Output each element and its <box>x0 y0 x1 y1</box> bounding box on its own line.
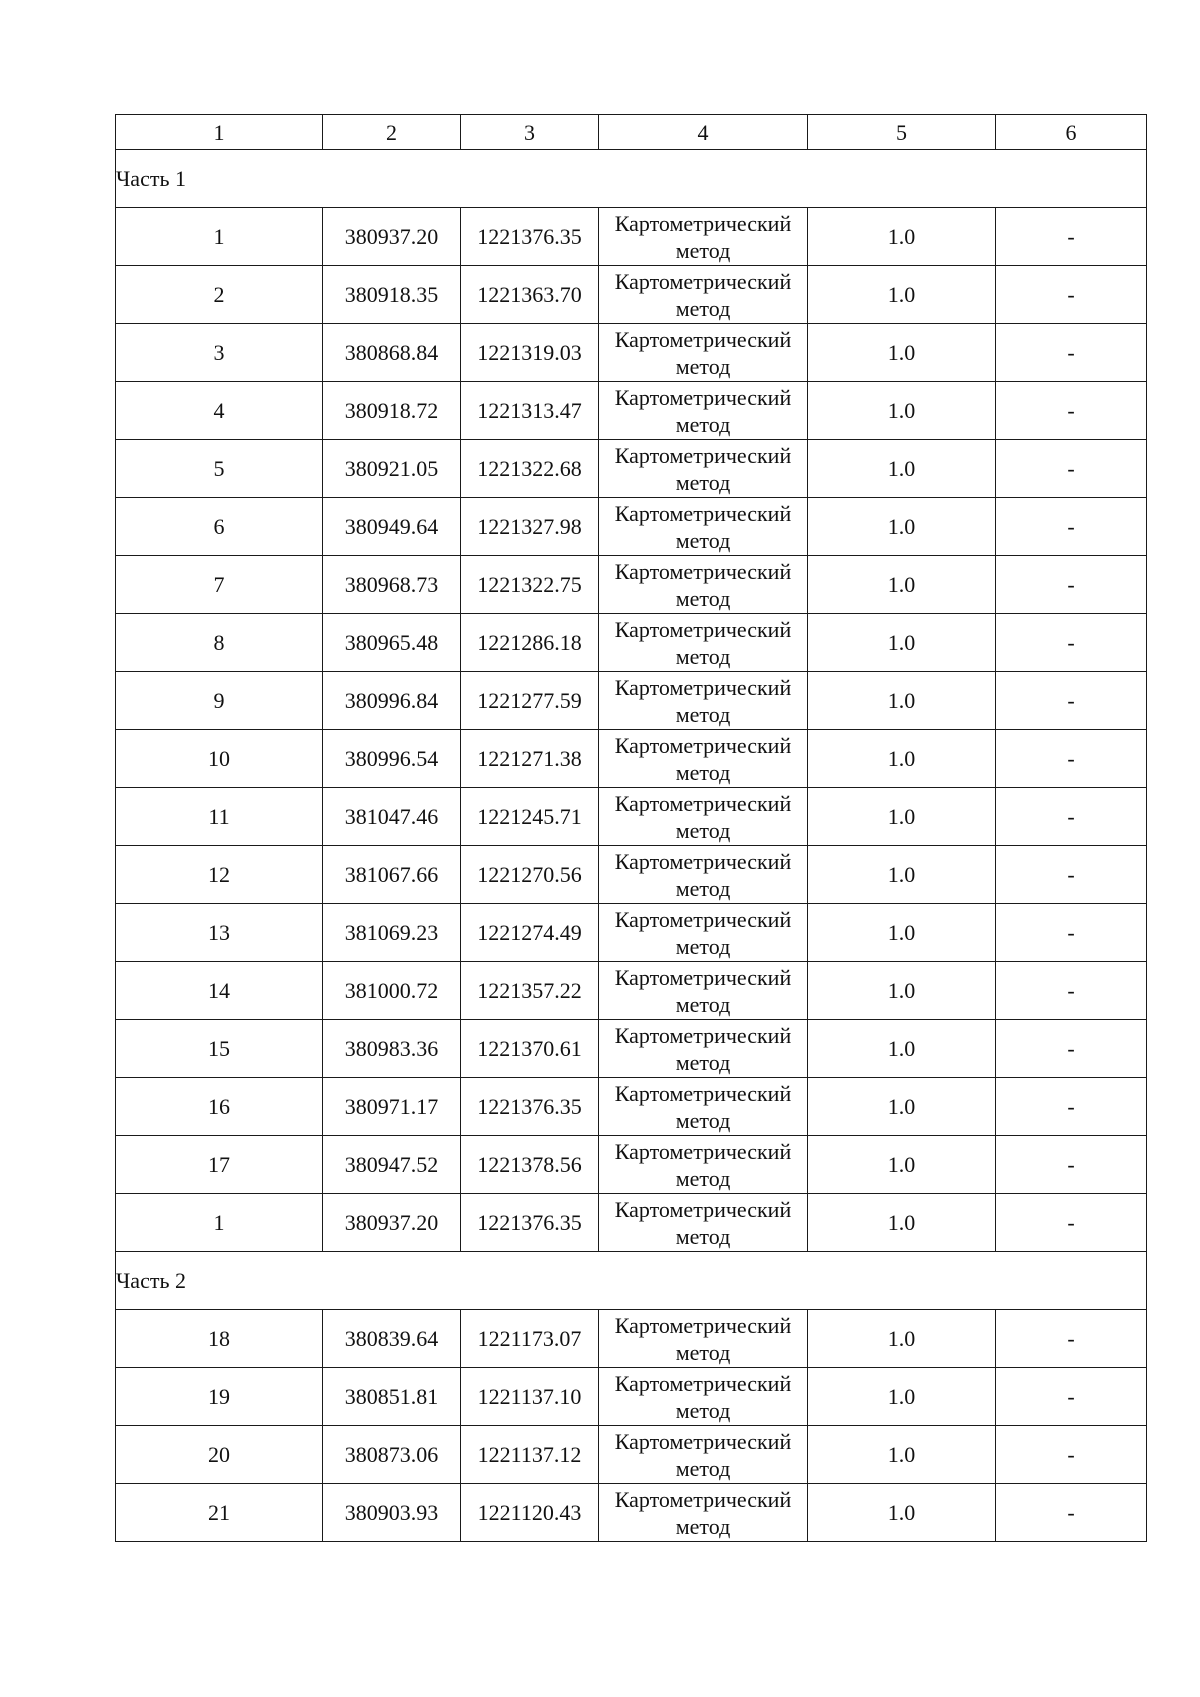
point-number-cell: 10 <box>116 730 323 788</box>
x-coordinate-cell: 380873.06 <box>323 1426 461 1484</box>
point-number-cell: 16 <box>116 1078 323 1136</box>
method-cell <box>599 556 808 614</box>
x-coordinate-cell: 380949.64 <box>323 498 461 556</box>
method-text-line2: метод <box>675 237 731 263</box>
note-cell: - <box>996 266 1147 324</box>
x-coordinate-cell: 380851.81 <box>323 1368 461 1426</box>
method-cell <box>599 1368 808 1426</box>
method-text-line1: Картометрический <box>614 500 792 526</box>
method-text-line2: метод <box>675 1165 731 1191</box>
point-number-cell: 5 <box>116 440 323 498</box>
method-text-line2: метод <box>675 933 731 959</box>
y-coordinate-cell: 1221322.75 <box>461 556 599 614</box>
x-coordinate-cell: 380996.54 <box>323 730 461 788</box>
x-coordinate-cell: 381067.66 <box>323 846 461 904</box>
accuracy-cell: 1.0 <box>808 904 996 962</box>
method-text-line2: метод <box>675 991 731 1017</box>
column-number-cell: 3 <box>461 115 599 150</box>
method-cell <box>599 382 808 440</box>
column-number-cell: 5 <box>808 115 996 150</box>
method-text-line1: Картометрический <box>614 732 792 758</box>
method-cell <box>599 904 808 962</box>
note-cell: - <box>996 208 1147 266</box>
method-text-line1: Картометрический <box>614 1080 792 1106</box>
method-text-line2: метод <box>675 585 731 611</box>
x-coordinate-cell: 380965.48 <box>323 614 461 672</box>
accuracy-cell: 1.0 <box>808 1310 996 1368</box>
y-coordinate-cell: 1221137.12 <box>461 1426 599 1484</box>
accuracy-cell: 1.0 <box>808 208 996 266</box>
note-cell: - <box>996 324 1147 382</box>
table-row <box>116 266 1147 324</box>
y-coordinate-cell: 1221363.70 <box>461 266 599 324</box>
accuracy-cell: 1.0 <box>808 730 996 788</box>
method-text-line1: Картометрический <box>614 906 792 932</box>
table-row <box>116 1136 1147 1194</box>
point-number-cell: 11 <box>116 788 323 846</box>
column-number-cell: 2 <box>323 115 461 150</box>
method-text-line2: метод <box>675 469 731 495</box>
table-row <box>116 1078 1147 1136</box>
column-number-cell: 1 <box>116 115 323 150</box>
table-row <box>116 1484 1147 1542</box>
method-cell <box>599 498 808 556</box>
y-coordinate-cell: 1221319.03 <box>461 324 599 382</box>
point-number-cell: 8 <box>116 614 323 672</box>
point-number-cell: 21 <box>116 1484 323 1542</box>
table-row <box>116 1368 1147 1426</box>
method-text-line1: Картометрический <box>614 790 792 816</box>
method-text-line1: Картометрический <box>614 210 792 236</box>
method-text-line2: метод <box>675 875 731 901</box>
accuracy-cell: 1.0 <box>808 382 996 440</box>
y-coordinate-cell: 1221357.22 <box>461 962 599 1020</box>
note-cell: - <box>996 1426 1147 1484</box>
table-row <box>116 1020 1147 1078</box>
method-text-line1: Картометрический <box>614 1486 792 1512</box>
accuracy-cell: 1.0 <box>808 846 996 904</box>
method-cell <box>599 672 808 730</box>
x-coordinate-cell: 380937.20 <box>323 208 461 266</box>
method-cell <box>599 1484 808 1542</box>
note-cell: - <box>996 730 1147 788</box>
x-coordinate-cell: 380947.52 <box>323 1136 461 1194</box>
accuracy-cell: 1.0 <box>808 498 996 556</box>
table-row <box>116 1194 1147 1252</box>
table-row <box>116 672 1147 730</box>
method-text-line2: метод <box>675 759 731 785</box>
y-coordinate-cell: 1221173.07 <box>461 1310 599 1368</box>
method-cell <box>599 1078 808 1136</box>
point-number-cell: 1 <box>116 1194 323 1252</box>
point-number-cell: 15 <box>116 1020 323 1078</box>
note-cell: - <box>996 556 1147 614</box>
table-row <box>116 730 1147 788</box>
method-text-line2: метод <box>675 411 731 437</box>
accuracy-cell: 1.0 <box>808 1136 996 1194</box>
method-text-line2: метод <box>675 701 731 727</box>
point-number-cell: 9 <box>116 672 323 730</box>
method-text-line1: Картометрический <box>614 1022 792 1048</box>
x-coordinate-cell: 381069.23 <box>323 904 461 962</box>
method-text-line1: Картометрический <box>614 1370 792 1396</box>
method-cell <box>599 730 808 788</box>
table-row <box>116 208 1147 266</box>
accuracy-cell: 1.0 <box>808 1368 996 1426</box>
method-cell <box>599 846 808 904</box>
accuracy-cell: 1.0 <box>808 672 996 730</box>
accuracy-cell: 1.0 <box>808 962 996 1020</box>
x-coordinate-cell: 380983.36 <box>323 1020 461 1078</box>
x-coordinate-cell: 380868.84 <box>323 324 461 382</box>
method-text-line1: Картометрический <box>614 442 792 468</box>
method-text-line2: метод <box>675 1339 731 1365</box>
method-text-line1: Картометрический <box>614 1428 792 1454</box>
table-row <box>116 614 1147 672</box>
table-row <box>116 556 1147 614</box>
method-cell <box>599 1136 808 1194</box>
method-text-line2: метод <box>675 1107 731 1133</box>
method-text-line2: метод <box>675 643 731 669</box>
point-number-cell: 4 <box>116 382 323 440</box>
note-cell: - <box>996 962 1147 1020</box>
table-row <box>116 962 1147 1020</box>
table-row <box>116 788 1147 846</box>
y-coordinate-cell: 1221376.35 <box>461 1078 599 1136</box>
section-row <box>116 1252 1147 1310</box>
method-text-line1: Картометрический <box>614 384 792 410</box>
method-text-line1: Картометрический <box>614 1196 792 1222</box>
point-number-cell: 2 <box>116 266 323 324</box>
y-coordinate-cell: 1221137.10 <box>461 1368 599 1426</box>
point-number-cell: 14 <box>116 962 323 1020</box>
method-text-line2: метод <box>675 1513 731 1539</box>
section-title: Часть 1 <box>116 150 1147 208</box>
x-coordinate-cell: 381047.46 <box>323 788 461 846</box>
method-cell <box>599 208 808 266</box>
note-cell: - <box>996 1078 1147 1136</box>
x-coordinate-cell: 380921.05 <box>323 440 461 498</box>
method-text-line1: Картометрический <box>614 616 792 642</box>
x-coordinate-cell: 380971.17 <box>323 1078 461 1136</box>
y-coordinate-cell: 1221376.35 <box>461 1194 599 1252</box>
point-number-cell: 19 <box>116 1368 323 1426</box>
method-text-line1: Картометрический <box>614 326 792 352</box>
note-cell: - <box>996 1194 1147 1252</box>
accuracy-cell: 1.0 <box>808 788 996 846</box>
table-row <box>116 904 1147 962</box>
note-cell: - <box>996 1310 1147 1368</box>
x-coordinate-cell: 380903.93 <box>323 1484 461 1542</box>
table-row <box>116 1310 1147 1368</box>
method-text-line1: Картометрический <box>614 964 792 990</box>
method-cell <box>599 1020 808 1078</box>
method-text-line2: метод <box>675 817 731 843</box>
y-coordinate-cell: 1221376.35 <box>461 208 599 266</box>
method-cell <box>599 266 808 324</box>
method-text-line1: Картометрический <box>614 558 792 584</box>
y-coordinate-cell: 1221370.61 <box>461 1020 599 1078</box>
note-cell: - <box>996 672 1147 730</box>
x-coordinate-cell: 380839.64 <box>323 1310 461 1368</box>
accuracy-cell: 1.0 <box>808 614 996 672</box>
y-coordinate-cell: 1221378.56 <box>461 1136 599 1194</box>
note-cell: - <box>996 1020 1147 1078</box>
note-cell: - <box>996 614 1147 672</box>
method-text-line2: метод <box>675 1397 731 1423</box>
table-row <box>116 498 1147 556</box>
point-number-cell: 6 <box>116 498 323 556</box>
coordinates-table <box>115 114 1147 1542</box>
note-cell: - <box>996 1136 1147 1194</box>
method-text-line2: метод <box>675 1049 731 1075</box>
note-cell: - <box>996 1368 1147 1426</box>
table-row <box>116 324 1147 382</box>
method-text-line1: Картометрический <box>614 848 792 874</box>
point-number-cell: 20 <box>116 1426 323 1484</box>
method-text-line2: метод <box>675 527 731 553</box>
point-number-cell: 7 <box>116 556 323 614</box>
accuracy-cell: 1.0 <box>808 266 996 324</box>
section-row <box>116 150 1147 208</box>
x-coordinate-cell: 381000.72 <box>323 962 461 1020</box>
method-text-line2: метод <box>675 295 731 321</box>
method-cell <box>599 788 808 846</box>
x-coordinate-cell: 380937.20 <box>323 1194 461 1252</box>
note-cell: - <box>996 1484 1147 1542</box>
x-coordinate-cell: 380918.35 <box>323 266 461 324</box>
y-coordinate-cell: 1221313.47 <box>461 382 599 440</box>
column-number-cell: 4 <box>599 115 808 150</box>
y-coordinate-cell: 1221277.59 <box>461 672 599 730</box>
accuracy-cell: 1.0 <box>808 556 996 614</box>
point-number-cell: 13 <box>116 904 323 962</box>
x-coordinate-cell: 380996.84 <box>323 672 461 730</box>
accuracy-cell: 1.0 <box>808 1078 996 1136</box>
method-cell <box>599 440 808 498</box>
method-text-line2: метод <box>675 1223 731 1249</box>
note-cell: - <box>996 846 1147 904</box>
method-cell <box>599 962 808 1020</box>
table-body <box>116 115 1147 1542</box>
point-number-cell: 3 <box>116 324 323 382</box>
section-title: Часть 2 <box>116 1252 1147 1310</box>
y-coordinate-cell: 1221270.56 <box>461 846 599 904</box>
method-text-line2: метод <box>675 1455 731 1481</box>
note-cell: - <box>996 498 1147 556</box>
note-cell: - <box>996 904 1147 962</box>
method-cell <box>599 614 808 672</box>
accuracy-cell: 1.0 <box>808 1194 996 1252</box>
accuracy-cell: 1.0 <box>808 1020 996 1078</box>
point-number-cell: 17 <box>116 1136 323 1194</box>
method-cell <box>599 324 808 382</box>
x-coordinate-cell: 380968.73 <box>323 556 461 614</box>
point-number-cell: 18 <box>116 1310 323 1368</box>
accuracy-cell: 1.0 <box>808 440 996 498</box>
y-coordinate-cell: 1221327.98 <box>461 498 599 556</box>
method-text-line2: метод <box>675 353 731 379</box>
column-number-cell: 6 <box>996 115 1147 150</box>
y-coordinate-cell: 1221322.68 <box>461 440 599 498</box>
point-number-cell: 1 <box>116 208 323 266</box>
method-cell <box>599 1194 808 1252</box>
accuracy-cell: 1.0 <box>808 1484 996 1542</box>
y-coordinate-cell: 1221274.49 <box>461 904 599 962</box>
method-text-line1: Картометрический <box>614 1138 792 1164</box>
method-text-line1: Картометрический <box>614 268 792 294</box>
method-text-line1: Картометрический <box>614 1312 792 1338</box>
table-row <box>116 382 1147 440</box>
method-cell <box>599 1310 808 1368</box>
x-coordinate-cell: 380918.72 <box>323 382 461 440</box>
note-cell: - <box>996 788 1147 846</box>
table-row <box>116 440 1147 498</box>
method-cell <box>599 1426 808 1484</box>
accuracy-cell: 1.0 <box>808 324 996 382</box>
y-coordinate-cell: 1221271.38 <box>461 730 599 788</box>
y-coordinate-cell: 1221245.71 <box>461 788 599 846</box>
column-number-row <box>116 115 1147 150</box>
table-row <box>116 1426 1147 1484</box>
y-coordinate-cell: 1221120.43 <box>461 1484 599 1542</box>
note-cell: - <box>996 440 1147 498</box>
accuracy-cell: 1.0 <box>808 1426 996 1484</box>
table-row <box>116 846 1147 904</box>
y-coordinate-cell: 1221286.18 <box>461 614 599 672</box>
note-cell: - <box>996 382 1147 440</box>
point-number-cell: 12 <box>116 846 323 904</box>
method-text-line1: Картометрический <box>614 674 792 700</box>
